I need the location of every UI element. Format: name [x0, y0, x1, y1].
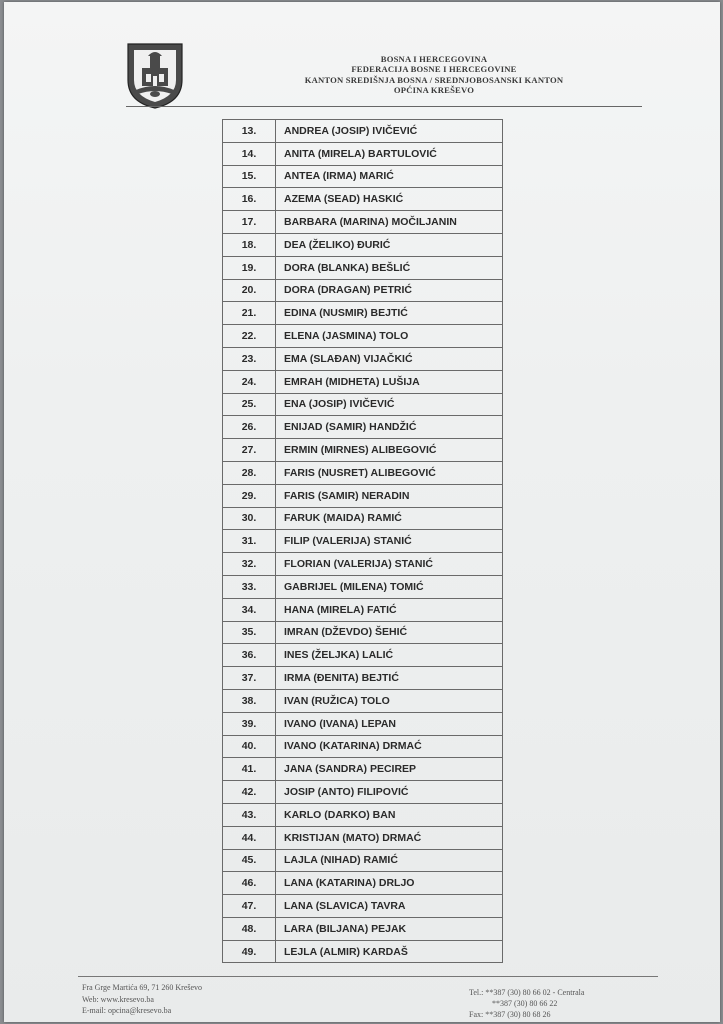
- table-row: [223, 279, 503, 302]
- table-row: [223, 302, 503, 325]
- row-number: 18.: [223, 233, 276, 256]
- table-row: [223, 211, 503, 234]
- row-number: 26.: [223, 416, 276, 439]
- table-row: [223, 598, 503, 621]
- row-number: 47.: [223, 895, 276, 918]
- footer-fax: Fax: **387 (30) 80 68 26: [469, 1010, 551, 1019]
- table-row: [223, 530, 503, 553]
- row-number: 36.: [223, 644, 276, 667]
- row-number: 31.: [223, 530, 276, 553]
- table-row: [223, 507, 503, 530]
- row-number: 33.: [223, 575, 276, 598]
- row-number: 45.: [223, 849, 276, 872]
- header-country: BOSNA I HERCEGOVINA: [380, 54, 488, 64]
- footer-tel2: **387 (30) 80 66 22: [492, 999, 558, 1008]
- table-row: [223, 553, 503, 576]
- row-name: ERMIN (MIRNES) ALIBEGOVIĆ: [276, 439, 503, 462]
- row-name: FARIS (NUSRET) ALIBEGOVIĆ: [276, 461, 503, 484]
- table-row: [223, 712, 503, 735]
- table-row: [223, 667, 503, 690]
- row-name: LAJLA (NIHAD) RAMIĆ: [276, 849, 503, 872]
- row-name: HANA (MIRELA) FATIĆ: [276, 598, 503, 621]
- row-number: 17.: [223, 211, 276, 234]
- row-number: 20.: [223, 279, 276, 302]
- row-name: FARIS (SAMIR) NERADIN: [276, 484, 503, 507]
- table-row: [223, 644, 503, 667]
- letterhead: [269, 54, 599, 96]
- table-row: [223, 803, 503, 826]
- table-row: [223, 256, 503, 279]
- row-number: 35.: [223, 621, 276, 644]
- row-number: 39.: [223, 712, 276, 735]
- table-row: [223, 188, 503, 211]
- row-name: EDINA (NUSMIR) BEJTIĆ: [276, 302, 503, 325]
- row-number: 48.: [223, 917, 276, 940]
- row-name: FLORIAN (VALERIJA) STANIĆ: [276, 553, 503, 576]
- row-name: IVANO (IVANA) LEPAN: [276, 712, 503, 735]
- row-name: LANA (KATARINA) DRLJO: [276, 872, 503, 895]
- table-row: [223, 895, 503, 918]
- row-name: FARUK (MAIDA) RAMIĆ: [276, 507, 503, 530]
- row-name: LANA (SLAVICA) TAVRA: [276, 895, 503, 918]
- table-row: [223, 142, 503, 165]
- row-name: AZEMA (SEAD) HASKIĆ: [276, 188, 503, 211]
- footer-address: Fra Grge Martića 69, 71 260 Kreševo: [82, 983, 203, 992]
- header-federation: FEDERACIJA BOSNE I HERCEGOVINE: [351, 64, 517, 75]
- row-number: 21.: [223, 302, 276, 325]
- table-row: [223, 849, 503, 872]
- row-name: ENA (JOSIP) IVIČEVIĆ: [276, 393, 503, 416]
- table-row: [223, 872, 503, 895]
- table-row: [223, 370, 503, 393]
- table-row: [223, 621, 503, 644]
- table-row: [223, 416, 503, 439]
- footer-web: Web: www.kresevo.ba: [82, 994, 154, 1004]
- coat-of-arms-icon: [124, 42, 186, 110]
- row-number: 27.: [223, 439, 276, 462]
- row-number: 37.: [223, 667, 276, 690]
- table-row: [223, 165, 503, 188]
- table-row: [223, 575, 503, 598]
- table-row: [223, 484, 503, 507]
- row-name: LEJLA (ALMIR) KARDAŠ: [276, 940, 503, 963]
- row-name: IMRAN (DŽEVDO) ŠEHIĆ: [276, 621, 503, 644]
- row-number: 46.: [223, 872, 276, 895]
- document-page: [4, 2, 720, 1022]
- row-name: LARA (BILJANA) PEJAK: [276, 917, 503, 940]
- table-row: [223, 689, 503, 712]
- row-number: 22.: [223, 325, 276, 348]
- row-number: 13.: [223, 120, 276, 143]
- row-name: ANDREA (JOSIP) IVIČEVIĆ: [276, 120, 503, 143]
- table-row: [223, 758, 503, 781]
- row-number: 28.: [223, 461, 276, 484]
- names-table: [222, 119, 503, 963]
- table-row: [223, 917, 503, 940]
- table-row: [223, 940, 503, 963]
- row-name: ANTEA (IRMA) MARIĆ: [276, 165, 503, 188]
- row-name: ANITA (MIRELA) BARTULOVIĆ: [276, 142, 503, 165]
- table-row: [223, 233, 503, 256]
- row-name: IVANO (KATARINA) DRMAĆ: [276, 735, 503, 758]
- row-number: 15.: [223, 165, 276, 188]
- row-name: ENIJAD (SAMIR) HANDŽIĆ: [276, 416, 503, 439]
- row-number: 32.: [223, 553, 276, 576]
- row-number: 14.: [223, 142, 276, 165]
- row-name: FILIP (VALERIJA) STANIĆ: [276, 530, 503, 553]
- row-number: 30.: [223, 507, 276, 530]
- row-name: DEA (ŽELIKO) ĐURIĆ: [276, 233, 503, 256]
- table-row: [223, 120, 503, 143]
- row-name: JANA (SANDRA) PECIREP: [276, 758, 503, 781]
- row-number: 42.: [223, 781, 276, 804]
- row-name: INES (ŽELJKA) LALIĆ: [276, 644, 503, 667]
- row-number: 19.: [223, 256, 276, 279]
- row-name: ELENA (JASMINA) TOLO: [276, 325, 503, 348]
- row-number: 44.: [223, 826, 276, 849]
- header-canton: KANTON SREDIŠNJA BOSNA / SREDNJOBOSANSKI KANTON: [304, 74, 564, 85]
- row-name: GABRIJEL (MILENA) TOMIĆ: [276, 575, 503, 598]
- row-number: 24.: [223, 370, 276, 393]
- row-name: KARLO (DARKO) BAN: [276, 803, 503, 826]
- row-name: IVAN (RUŽICA) TOLO: [276, 689, 503, 712]
- footer-email: E-mail: opcina@kresevo.ba: [82, 1006, 172, 1015]
- row-number: 34.: [223, 598, 276, 621]
- footer-tel: Tel.: **387 (30) 80 66 02 - Centrala: [469, 988, 585, 997]
- row-name: JOSIP (ANTO) FILIPOVIĆ: [276, 781, 503, 804]
- row-number: 29.: [223, 484, 276, 507]
- table-row: [223, 781, 503, 804]
- table-row: [223, 461, 503, 484]
- row-number: 25.: [223, 393, 276, 416]
- footer-contact: [82, 982, 202, 1017]
- table-row: [223, 439, 503, 462]
- row-number: 43.: [223, 803, 276, 826]
- table-row: [223, 735, 503, 758]
- row-number: 41.: [223, 758, 276, 781]
- row-name: DORA (DRAGAN) PETRIĆ: [276, 279, 503, 302]
- row-name: EMA (SLAĐAN) VIJAČKIĆ: [276, 347, 503, 370]
- table-row: [223, 826, 503, 849]
- footer-phones: [469, 987, 584, 1020]
- row-number: 23.: [223, 347, 276, 370]
- row-name: EMRAH (MIDHETA) LUŠIJA: [276, 370, 503, 393]
- row-number: 49.: [223, 940, 276, 963]
- row-number: 16.: [223, 188, 276, 211]
- table-row: [223, 325, 503, 348]
- table-row: [223, 347, 503, 370]
- row-name: DORA (BLANKA) BEŠLIĆ: [276, 256, 503, 279]
- header-municipality: OPĆINA KREŠEVO: [393, 85, 475, 96]
- footer-divider: [78, 976, 658, 977]
- row-name: IRMA (ĐENITA) BEJTIĆ: [276, 667, 503, 690]
- row-number: 38.: [223, 689, 276, 712]
- table-row: [223, 393, 503, 416]
- header-divider: [126, 106, 642, 107]
- row-name: KRISTIJAN (MATO) DRMAĆ: [276, 826, 503, 849]
- row-number: 40.: [223, 735, 276, 758]
- row-name: BARBARA (MARINA) MOČILJANIN: [276, 211, 503, 234]
